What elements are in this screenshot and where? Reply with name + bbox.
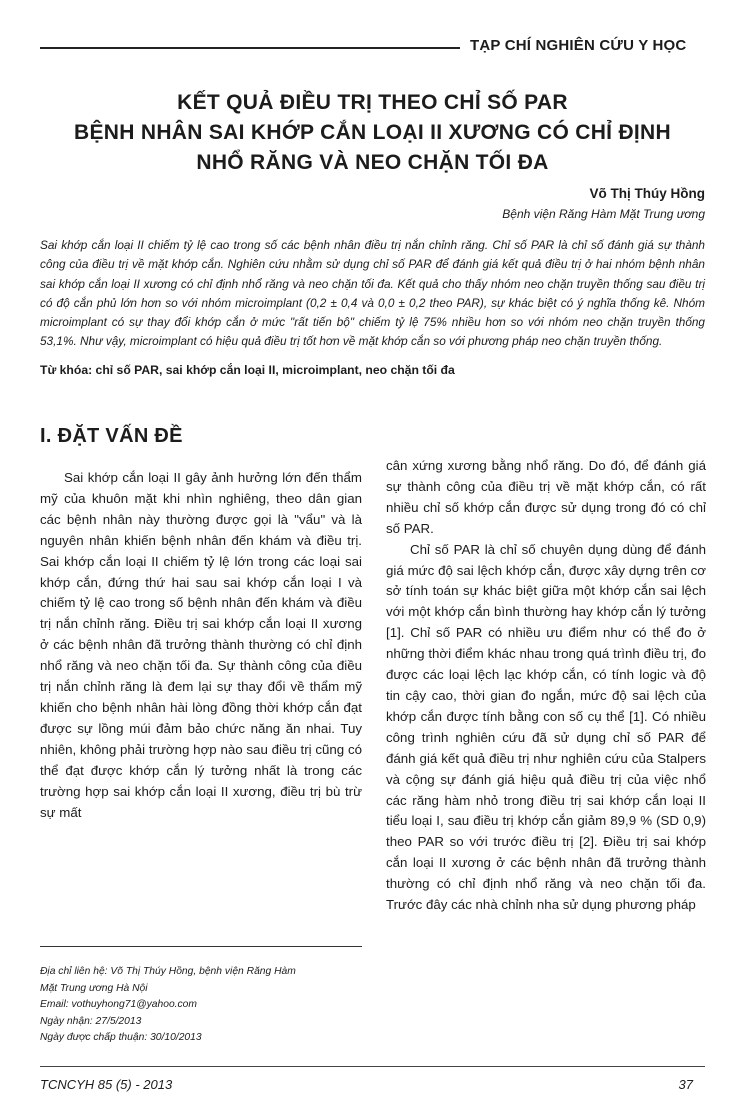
left-column — [40, 468, 362, 823]
header-rule — [40, 47, 460, 49]
footnote-line: Địa chỉ liên hệ: Võ Thị Thúy Hồng, bệnh viện Răng Hàm — [40, 966, 296, 977]
footer-rule — [40, 1066, 705, 1067]
author-affiliation: Bệnh viện Răng Hàm Mặt Trung ương — [502, 207, 705, 221]
body-paragraph: Sai khớp cắn loại II gây ảnh hưởng lớn đến thẩm mỹ của khuôn mặt khi nhìn nghiêng, theo dân gian các bệnh nhân này thường được gọi là "vẩu" và là nguyên nhân khiến bệnh nhân đến khám và điều trị. Sai khớp cắn loại II chiếm tỷ lệ lớn trong các loại sai khớp cắn, đứng thứ hai sau sai khớp cắn loại I và chiếm tỷ lệ cao trong số bệnh nhân đến khám và điều trị nắn chỉnh răng. Điều trị sai khớp cắn loại II xương ở các bệnh nhân đã trưởng thành thường có chỉ định nhổ răng và neo chặn tối đa. Sự thành công của điều trị nắn chỉnh răng là đem lại sự thay đổi về thẩm mỹ khiến cho bệnh nhân hài lòng đồng thời khớp cắn đạt được sự lồng múi đảm bảo chức năng ăn nhai. Tuy nhiên, không phải trường hợp nào sau điều trị cũng có thể đạt được khớp cắn lý tưởng nhất là trong các trường hợp sai khớp cắn loại II xương, điều trị bù trừ sự mất — [40, 470, 362, 820]
journal-name: TẠP CHÍ NGHIÊN CỨU Y HỌC — [470, 37, 687, 54]
footnote-rule — [40, 946, 362, 947]
footnote-line: Mặt Trung ương Hà Nội — [40, 982, 148, 994]
footer-citation: TCNCYH 85 (5) - 2013 — [40, 1077, 173, 1092]
body-paragraph-continuation: cân xứng xương bằng nhổ răng. Do đó, để đánh giá sự thành công của điều trị về mặt khớp cắn, có rất nhiều chỉ số khớp cắn được sử dụng trong đó có chỉ số PAR. — [386, 458, 706, 536]
right-column — [386, 456, 706, 916]
footnote-line: Ngày được chấp thuận: 30/10/2013 — [40, 1032, 202, 1044]
footnote — [40, 964, 362, 1047]
footnote-line: Ngày nhận: 27/5/2013 — [40, 1015, 142, 1027]
footnote-email: Email: vothuyhong71@yahoo.com — [40, 999, 197, 1011]
article-title — [40, 88, 705, 178]
abstract: Sai khớp cắn loại II chiếm tỷ lệ cao trong số các bệnh nhân điều trị nắn chỉnh răng. Chỉ số PAR là chỉ số đánh giá sự thành công của điều trị về mặt khớp cắn. Nghiên cứu nhằm sử dụng chỉ số PAR để đánh giá kết quả điều trị ở hai nhóm bệnh nhân sai khớp cắn loại II xương có chỉ định nhổ răng và neo chặn tối đa. Kết quả cho thấy nhóm neo chặn truyền thống sau điều trị có độ cắn phủ lớn hơn so với nhóm microimplant (0,2 ± 0,4 và 0,0 ± 0,2 theo PAR), sự khác biệt có ý nghĩa thống kê. Nhóm microimplant có sự thay đổi khớp cắn ở mức "rất tiến bộ" chiếm tỷ lệ 75% nhiều hơn so với nhóm neo chặn truyền thống 53,1%. Như vậy, microimplant có hiệu quả điều trị tốt hơn về mặt khớp cắn so với phương pháp neo chặn truyền thống. — [40, 238, 705, 349]
keywords: Từ khóa: chỉ số PAR, sai khớp cắn loại II, microimplant, neo chặn tối đa — [40, 363, 455, 377]
section-heading: I. ĐẶT VẤN ĐỀ — [40, 425, 183, 447]
title-line: KẾT QUẢ ĐIỀU TRỊ THEO CHỈ SỐ PAR — [177, 91, 568, 114]
body-paragraph: Chỉ số PAR là chỉ số chuyên dụng dùng để đánh giá mức độ sai lệch khớp cắn, được xây dựng trên cơ sở tính toán sự khác biệt giữa một khớp cắn sai lệch với một khớp cắn bình thường hay khớp cắn lý tưởng [1]. Chỉ số PAR có nhiều ưu điểm như có thể đo ở những thời điểm khác nhau trong quá trình điều trị, đo được các loại lệch lạc khớp cắn, có tính logic và độ tin cậy cao, thời gian đo ngắn, mức độ sai lệch của khớp cắn được tính bằng con số cụ thể [1]. Có nhiều công trình nghiên cứu đã sử dụng chỉ số PAR để đánh giá kết quả điều trị như nghiên cứu của Stalpers và cộng sự đánh giá hiệu quả điều trị của việc nhổ các răng hàm nhỏ trong điều trị sai khớp cắn loại II tiểu loại I, sau điều trị khớp cắn giảm 89,9 % (SD 0,9) theo PAR so với trước điều trị [2]. Điều trị sai khớp cắn loại II xương ở các bệnh nhân đã trưởng thành thường có chỉ định nhổ răng và neo chặn tối đa. Trước đây các nhà chỉnh nha sử dụng phương pháp — [386, 541, 706, 913]
title-line: BỆNH NHÂN SAI KHỚP CẮN LOẠI II XƯƠNG CÓ CHỈ ĐỊNH — [74, 121, 671, 144]
page-number: 37 — [678, 1077, 693, 1092]
author-name: Võ Thị Thúy Hồng — [589, 186, 705, 201]
title-line: NHỔ RĂNG VÀ NEO CHẶN TỐI ĐA — [196, 151, 549, 174]
